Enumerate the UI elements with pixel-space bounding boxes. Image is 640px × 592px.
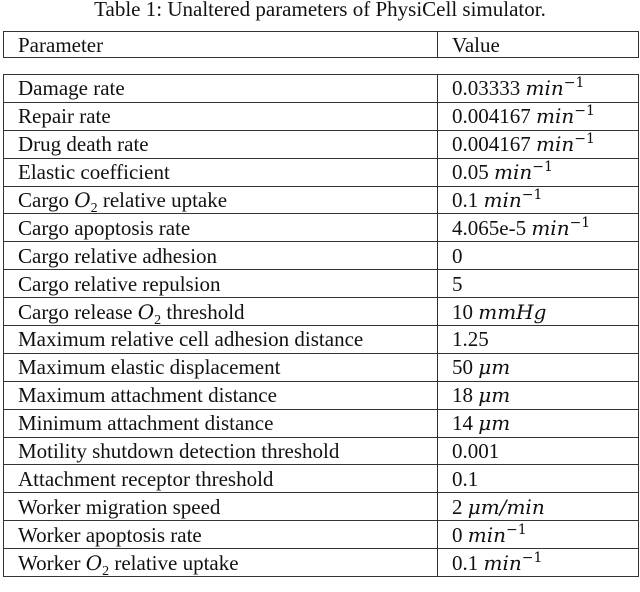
table-row [4, 130, 639, 158]
value-exponent: −1 [574, 131, 595, 148]
value-unit: min [483, 188, 522, 212]
value-unit: μm/min [467, 494, 545, 519]
param-math-symbol: O [137, 299, 155, 324]
parameter-cell [4, 130, 438, 158]
table-row [4, 298, 639, 326]
value-cell [438, 521, 639, 549]
param-text-post: relative uptake [97, 188, 228, 212]
table-row [4, 270, 639, 298]
param-text-post: relative uptake [109, 550, 239, 575]
parameter-cell [4, 102, 438, 130]
param-text-post: threshold [161, 299, 245, 324]
value-unit: min [536, 132, 575, 157]
param-text: Maximum relative cell adhesion distance [18, 327, 364, 352]
parameter-cell [4, 270, 438, 298]
param-text: Cargo relative adhesion [18, 243, 218, 268]
param-text: Attachment receptor threshold [18, 466, 274, 491]
param-math-symbol: O [74, 188, 91, 212]
table-row [4, 158, 639, 186]
value-cell [438, 465, 639, 493]
value-cell [438, 130, 639, 158]
value-number: 5 [452, 271, 463, 296]
value-cell [438, 353, 639, 381]
value-number: 14 [452, 411, 473, 436]
value-number: 2 [452, 494, 463, 519]
table-row [4, 437, 639, 465]
value-cell [438, 549, 639, 577]
param-text: Cargo [18, 188, 75, 212]
value-cell [438, 409, 639, 437]
param-text: Minimum attachment distance [18, 411, 274, 436]
table-row [4, 75, 639, 103]
header-value: Value [438, 32, 639, 58]
value-cell [438, 270, 639, 298]
value-exponent: −1 [563, 75, 585, 92]
value-number: 0.03333 [452, 76, 521, 101]
value-cell [438, 326, 639, 354]
value-number: 0 [452, 522, 463, 547]
param-text: Worker apoptosis rate [18, 522, 202, 547]
value-number: 1.25 [452, 327, 489, 352]
param-text: Worker migration speed [18, 494, 221, 519]
parameter-cell [4, 521, 438, 549]
value-exponent: −1 [521, 187, 543, 203]
parameter-cell [4, 298, 438, 326]
param-text: Cargo apoptosis rate [18, 215, 191, 240]
value-unit: min [467, 522, 506, 547]
value-exponent: −1 [574, 103, 595, 120]
parameters-table [3, 74, 639, 577]
param-text: Maximum attachment distance [18, 383, 277, 408]
value-number: 0.1 [452, 466, 479, 491]
table-row [4, 214, 639, 242]
value-cell [438, 102, 639, 130]
value-unit: μm [478, 383, 511, 408]
value-number: 0.1 [452, 550, 479, 575]
value-unit: min [536, 104, 575, 129]
param-text: Drug death rate [18, 132, 149, 157]
value-exponent: −1 [521, 549, 543, 566]
table-row [4, 381, 639, 409]
parameter-cell [4, 437, 438, 465]
value-number: 18 [452, 383, 473, 408]
parameter-cell [4, 242, 438, 270]
table-row [4, 186, 639, 214]
table-row [4, 242, 639, 270]
value-number: 0.05 [452, 160, 489, 185]
parameter-cell [4, 326, 438, 354]
param-text: Damage rate [18, 76, 125, 101]
value-cell [438, 186, 639, 214]
value-number: 10 [452, 299, 473, 324]
value-unit: min [531, 215, 570, 240]
param-text: Worker [18, 550, 86, 575]
value-cell [438, 381, 639, 409]
param-math-subscript: 2 [102, 563, 110, 577]
parameter-cell [4, 75, 438, 103]
parameter-cell [4, 409, 438, 437]
value-number: 0.001 [452, 439, 500, 464]
parameter-cell [4, 549, 438, 577]
value-unit: μm [478, 411, 511, 436]
table-caption: Table 1: Unaltered parameters of PhysiCell simulator. [94, 0, 546, 21]
table-row [4, 353, 639, 381]
value-number: 0 [452, 243, 463, 268]
table-row [4, 102, 639, 130]
param-text: Repair rate [18, 104, 111, 129]
value-cell [438, 242, 639, 270]
parameter-cell [4, 158, 438, 186]
value-cell [438, 214, 639, 242]
table-row [4, 465, 639, 493]
value-exponent: −1 [506, 521, 527, 538]
parameter-cell [4, 465, 438, 493]
param-text: Cargo relative repulsion [18, 271, 221, 296]
table-row [4, 409, 639, 437]
table-row [4, 549, 639, 577]
table-header [3, 31, 639, 58]
table-row [4, 326, 639, 354]
table-row [4, 521, 639, 549]
value-unit: mmHg [478, 299, 547, 324]
parameter-cell [4, 353, 438, 381]
value-cell [438, 75, 639, 103]
parameter-cell [4, 493, 438, 521]
param-text: Maximum elastic displacement [18, 355, 281, 380]
param-text: Elastic coefficient [18, 160, 170, 185]
header-row [4, 32, 639, 58]
param-math-symbol: O [85, 550, 103, 575]
value-number: 4.065e-5 [452, 215, 527, 240]
header-parameter: Parameter [4, 32, 438, 58]
value-number: 50 [452, 355, 473, 380]
value-unit: min [494, 160, 533, 185]
value-unit: min [483, 550, 522, 575]
param-math-subscript: 2 [154, 312, 162, 326]
value-cell [438, 298, 639, 326]
value-cell [438, 437, 639, 465]
param-math-subscript: 2 [90, 201, 98, 214]
value-unit: μm [478, 355, 511, 380]
parameter-cell [4, 214, 438, 242]
param-text: Motility shutdown detection threshold [18, 439, 340, 464]
parameter-cell [4, 186, 438, 214]
value-exponent: −1 [532, 159, 553, 176]
value-exponent: −1 [569, 214, 591, 231]
value-cell [438, 493, 639, 521]
parameter-cell [4, 381, 438, 409]
value-number: 0.004167 [452, 132, 531, 157]
value-number: 0.004167 [452, 104, 531, 129]
param-text: Cargo release [18, 299, 138, 324]
value-unit: min [525, 76, 564, 101]
table-row [4, 493, 639, 521]
value-cell [438, 158, 639, 186]
value-number: 0.1 [452, 188, 479, 212]
